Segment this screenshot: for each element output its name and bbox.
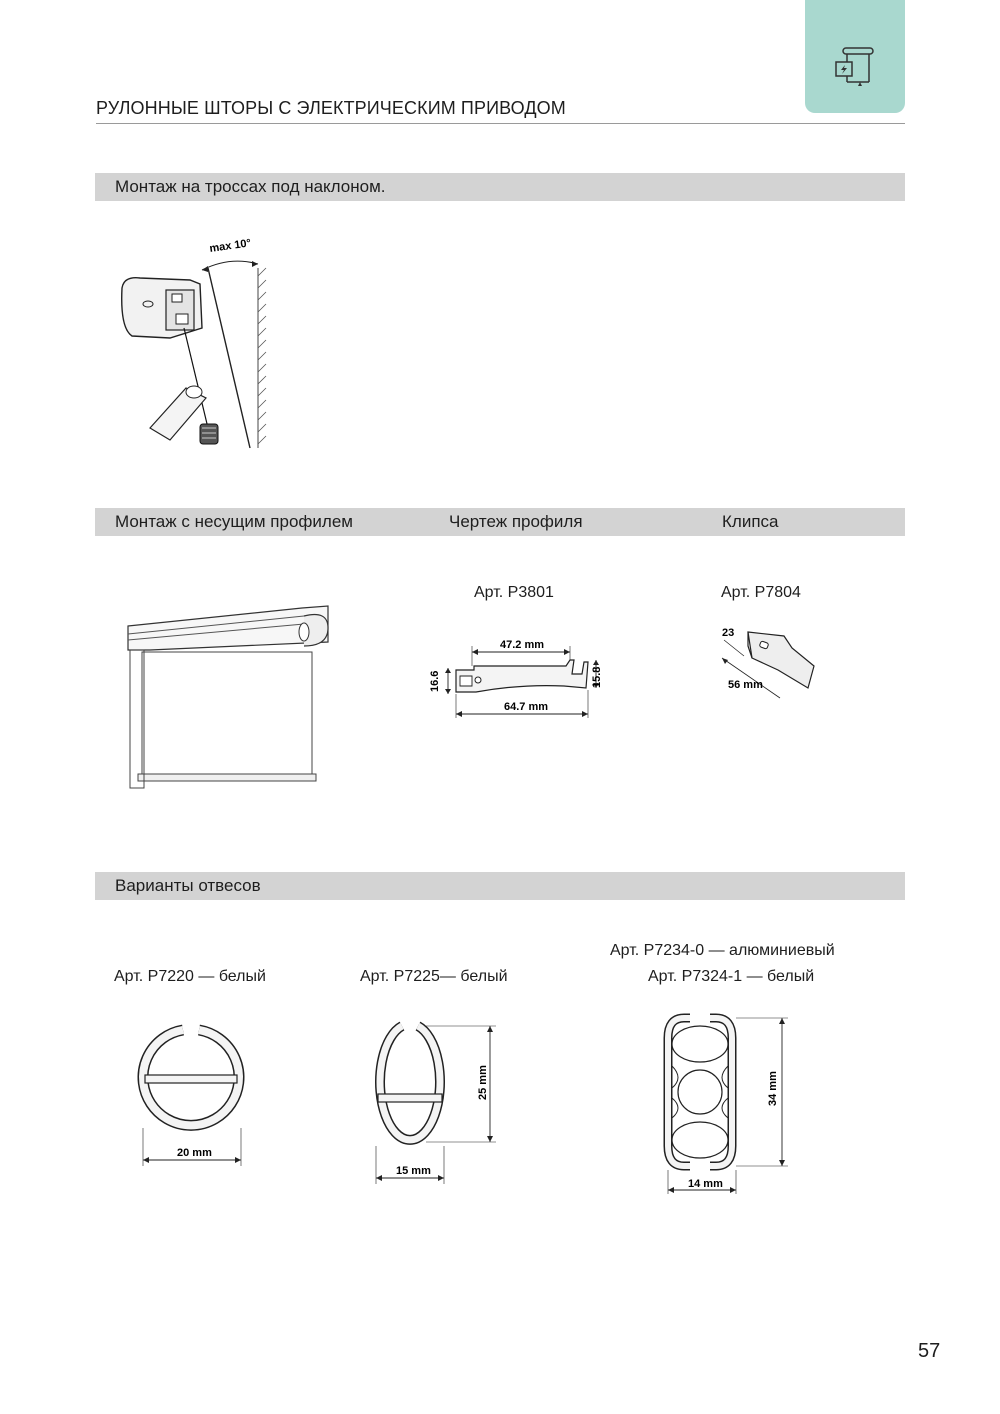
weight-2-width: 15 mm xyxy=(396,1165,431,1177)
weight-3-article-white: Арт. P7324-1 — белый xyxy=(648,968,815,985)
column-title-clip: Клипса xyxy=(722,512,779,531)
angle-label: max 10° xyxy=(208,237,252,255)
weight-3-height: 34 mm xyxy=(767,1071,779,1106)
weight-1-article: Арт. P7220 — белый xyxy=(114,968,266,985)
section-bar-weights xyxy=(95,872,905,900)
page-number: 57 xyxy=(918,1340,941,1362)
clip-dim-length: 56 mm xyxy=(728,679,763,691)
clip-dim-small: 23 xyxy=(722,627,735,639)
clip-drawing xyxy=(718,622,828,712)
column-title-profile-drawing: Чертеж профиля xyxy=(449,512,583,531)
section-title: Монтаж на троссах под наклоном. xyxy=(115,177,386,196)
section-title: Варианты отвесов xyxy=(115,876,261,895)
section-bar-profile-mounting xyxy=(95,508,905,536)
weight-capsule-drawing xyxy=(660,1010,790,1195)
clip-article: Арт. P7804 xyxy=(721,584,801,601)
profile-cross-section-drawing xyxy=(420,630,610,720)
weight-3-article-aluminium: Арт. P7234-0 — алюминиевый xyxy=(610,942,835,959)
weight-1-width: 20 mm xyxy=(177,1147,212,1159)
cable-mounting-illustration xyxy=(110,228,290,458)
weight-2-height: 25 mm xyxy=(477,1065,489,1100)
column-title-profile-mounting: Монтаж с несущим профилем xyxy=(115,512,353,531)
weight-2-article: Арт. P7225— белый xyxy=(360,968,508,985)
roller-blind-motor-icon xyxy=(833,42,877,90)
weight-round-drawing xyxy=(135,1022,250,1167)
title-divider xyxy=(96,123,905,124)
profile-width-top: 47.2 mm xyxy=(500,639,545,651)
profile-article: Арт. P3801 xyxy=(474,584,554,601)
profile-height-left: 16.6 xyxy=(429,670,441,692)
chapter-tab xyxy=(805,0,905,113)
weight-oval-drawing xyxy=(370,1018,500,1188)
blind-with-profile-illustration xyxy=(122,598,342,793)
profile-width-bottom: 64.7 mm xyxy=(504,701,549,713)
section-bar-cable-mounting xyxy=(95,173,905,201)
profile-height-right: 15.8 xyxy=(591,666,603,688)
page-title: РУЛОННЫЕ ШТОРЫ С ЭЛЕКТРИЧЕСКИМ ПРИВОДОМ xyxy=(96,98,566,118)
weight-3-width: 14 mm xyxy=(688,1178,723,1190)
